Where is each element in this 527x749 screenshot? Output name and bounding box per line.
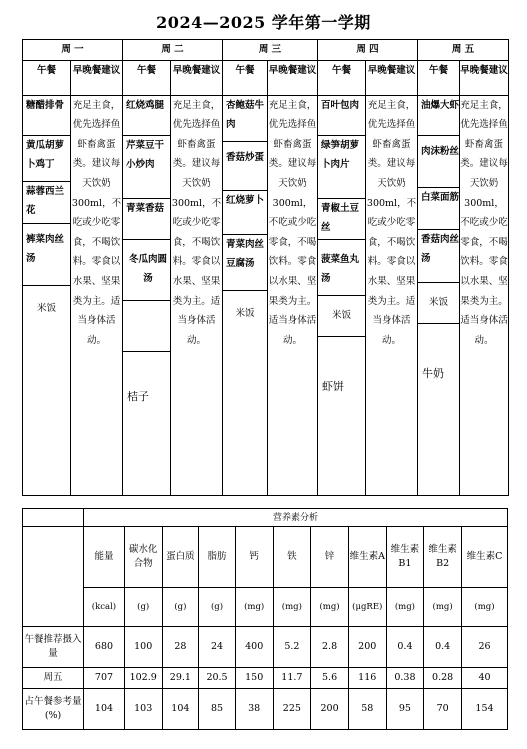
- unit-cell: (kcal): [84, 588, 125, 627]
- value-cell: 58: [348, 689, 386, 730]
- advice-col-header: 早晚餐建议: [366, 60, 418, 95]
- value-cell: 150: [235, 668, 273, 689]
- nutrient-header: 脂肪: [199, 527, 236, 588]
- dish: 芹菜豆干小炒肉: [123, 136, 170, 199]
- nutrient-header: 维生素B2: [424, 527, 462, 588]
- advice-cell: 充足主食，优先选择鱼虾畜禽蛋类。建议每天饮奶300ml，不吃或少吃零食，不喝饮料。零食以水果、坚果类为主。适当身体活动。: [366, 95, 418, 495]
- dish: 香菇肉丝汤: [418, 230, 459, 283]
- value-cell: 70: [424, 689, 462, 730]
- lunch-col-header: 午餐: [418, 60, 460, 95]
- value-cell: 154: [461, 689, 507, 730]
- dish: 杏鲍菇牛肉: [223, 96, 267, 142]
- value-cell: 20.5: [199, 668, 236, 689]
- unit-cell: (mg): [386, 588, 424, 627]
- dish: 黄瓜胡萝卜鸡丁: [23, 136, 70, 182]
- advice-cell: 充足主食，优先选择鱼虾畜禽蛋类。建议每天饮奶300ml，不吃或少吃零食，不喝饮料。零食以水果、坚果类为主。适当身体活动。: [268, 95, 318, 495]
- dish: 菠菜鱼丸汤: [318, 240, 365, 296]
- advice-cell: 充足主食，优先选择鱼虾畜禽蛋类。建议每天饮奶300ml，不吃或少吃零食，不喝饮料。零食以水果、坚果类为主。适当身体活动。: [171, 95, 223, 495]
- value-cell: 95: [386, 689, 424, 730]
- value-cell: 5.6: [311, 668, 349, 689]
- lunch-col-header: 午餐: [318, 60, 366, 95]
- value-cell: 116: [348, 668, 386, 689]
- value-cell: 680: [84, 627, 125, 668]
- dish: 蒜蓉西兰花: [23, 182, 70, 224]
- row-label: 午餐推荐摄入量: [23, 627, 84, 668]
- lunch-col-header: 午餐: [223, 60, 268, 95]
- lunch-col-header: 午餐: [23, 60, 71, 95]
- advice-col-header: 早晚餐建议: [268, 60, 318, 95]
- value-cell: 40: [461, 668, 507, 689]
- advice-cell: 充足主食，优先选择鱼虾畜禽蛋类。建议每天饮奶300ml，不吃或少吃零食，不喝饮料。零食以水果、坚果类为主。适当身体活动。: [460, 95, 509, 495]
- advice-col-header: 早晚餐建议: [71, 60, 123, 95]
- day-header: 周 二: [123, 40, 223, 61]
- dish: 青椒土豆丝: [318, 199, 365, 240]
- dish: 米饭: [235, 307, 255, 319]
- value-cell: 28: [162, 627, 199, 668]
- value-cell: 100: [124, 627, 162, 668]
- value-cell: 200: [311, 689, 349, 730]
- row-label: 占午餐参考量(%): [23, 689, 84, 730]
- value-cell: 225: [273, 689, 311, 730]
- dish: 糖醋排骨: [23, 96, 70, 136]
- value-cell: 102.9: [124, 668, 162, 689]
- value-cell: 0.38: [386, 668, 424, 689]
- advice-cell: 充足主食，优先选择鱼虾畜禽蛋类。建议每天饮奶300ml，不吃或少吃零食，不喝饮料。零食以水果、坚果类为主。适当身体活动。: [71, 95, 123, 495]
- day-lunch-cell: [223, 95, 268, 495]
- advice-col-header: 早晚餐建议: [171, 60, 223, 95]
- dish: 裤菜肉丝汤: [23, 224, 70, 286]
- value-cell: 24: [199, 627, 236, 668]
- value-cell: 707: [84, 668, 125, 689]
- dish: 红烧萝卜: [223, 191, 267, 235]
- advice-col-header: 早晚餐建议: [460, 60, 509, 95]
- nutrient-header: 维生素C: [461, 527, 507, 588]
- value-cell: 38: [235, 689, 273, 730]
- nutrient-header: 能量: [84, 527, 125, 588]
- value-cell: 104: [162, 689, 199, 730]
- unit-cell: (mg): [311, 588, 349, 627]
- unit-cell: (mg): [235, 588, 273, 627]
- nutrient-header: 铁: [273, 527, 311, 588]
- dish: 油爆大虾: [418, 96, 459, 136]
- dish: 冬瓜肉圆汤: [123, 240, 170, 301]
- dish: 米饭: [36, 302, 56, 314]
- value-cell: 0.28: [424, 668, 462, 689]
- dish: 桔子: [127, 389, 149, 403]
- value-cell: 103: [124, 689, 162, 730]
- unit-cell: (mg): [424, 588, 462, 627]
- nutrient-header: 维生素A: [348, 527, 386, 588]
- value-cell: 11.7: [273, 668, 311, 689]
- page-title: 2024—2025 学年第一学期: [156, 13, 371, 32]
- nutrition-table: [22, 508, 508, 730]
- day-lunch-cell: [23, 95, 71, 495]
- day-header: 周 四: [318, 40, 418, 61]
- value-cell: 104: [84, 689, 125, 730]
- unit-cell: (mg): [461, 588, 507, 627]
- value-cell: 0.4: [424, 627, 462, 668]
- dish: 百叶包肉: [318, 96, 365, 136]
- dish: 虾饼: [322, 379, 344, 393]
- value-cell: 26: [461, 627, 507, 668]
- unit-cell: (g): [124, 588, 162, 627]
- dish: 青菜香菇: [123, 199, 170, 240]
- nutrient-header: 维生素B1: [386, 527, 424, 588]
- dish: 绿笋胡萝卜肉片: [318, 136, 365, 199]
- day-header: 周 五: [418, 40, 509, 61]
- nutrient-header: 锌: [311, 527, 349, 588]
- value-cell: 2.8: [311, 627, 349, 668]
- nutrient-header: 钙: [235, 527, 273, 588]
- dish: 米饭: [318, 296, 365, 337]
- dish: 红烧鸡腿: [123, 96, 170, 136]
- dish: 白菜面筋: [418, 188, 459, 230]
- dish: 青菜肉丝豆腐汤: [223, 235, 267, 291]
- row-label: 周五: [23, 668, 84, 689]
- unit-cell: (μgRE): [348, 588, 386, 627]
- nutrient-header: 蛋白质: [162, 527, 199, 588]
- day-header: 周 三: [223, 40, 318, 61]
- nutrient-header: 碳水化合物: [124, 527, 162, 588]
- dish: [123, 301, 170, 352]
- unit-cell: (g): [199, 588, 236, 627]
- unit-cell: (mg): [273, 588, 311, 627]
- value-cell: 0.4: [386, 627, 424, 668]
- dish: 肉沫粉丝: [418, 136, 459, 188]
- lunch-col-header: 午餐: [123, 60, 171, 95]
- day-lunch-cell: [123, 95, 171, 495]
- dish: 牛奶: [422, 366, 444, 380]
- menu-table: [22, 39, 509, 496]
- unit-cell: (g): [162, 588, 199, 627]
- value-cell: 5.2: [273, 627, 311, 668]
- day-lunch-cell: [418, 95, 460, 495]
- value-cell: 200: [348, 627, 386, 668]
- value-cell: 85: [199, 689, 236, 730]
- day-header: 周 一: [23, 40, 123, 61]
- day-lunch-cell: [318, 95, 366, 495]
- nutrition-title: 营养素分析: [84, 509, 508, 527]
- dish: 香菇炒蛋: [223, 142, 267, 191]
- value-cell: 29.1: [162, 668, 199, 689]
- value-cell: 400: [235, 627, 273, 668]
- dish: 米饭: [418, 283, 459, 324]
